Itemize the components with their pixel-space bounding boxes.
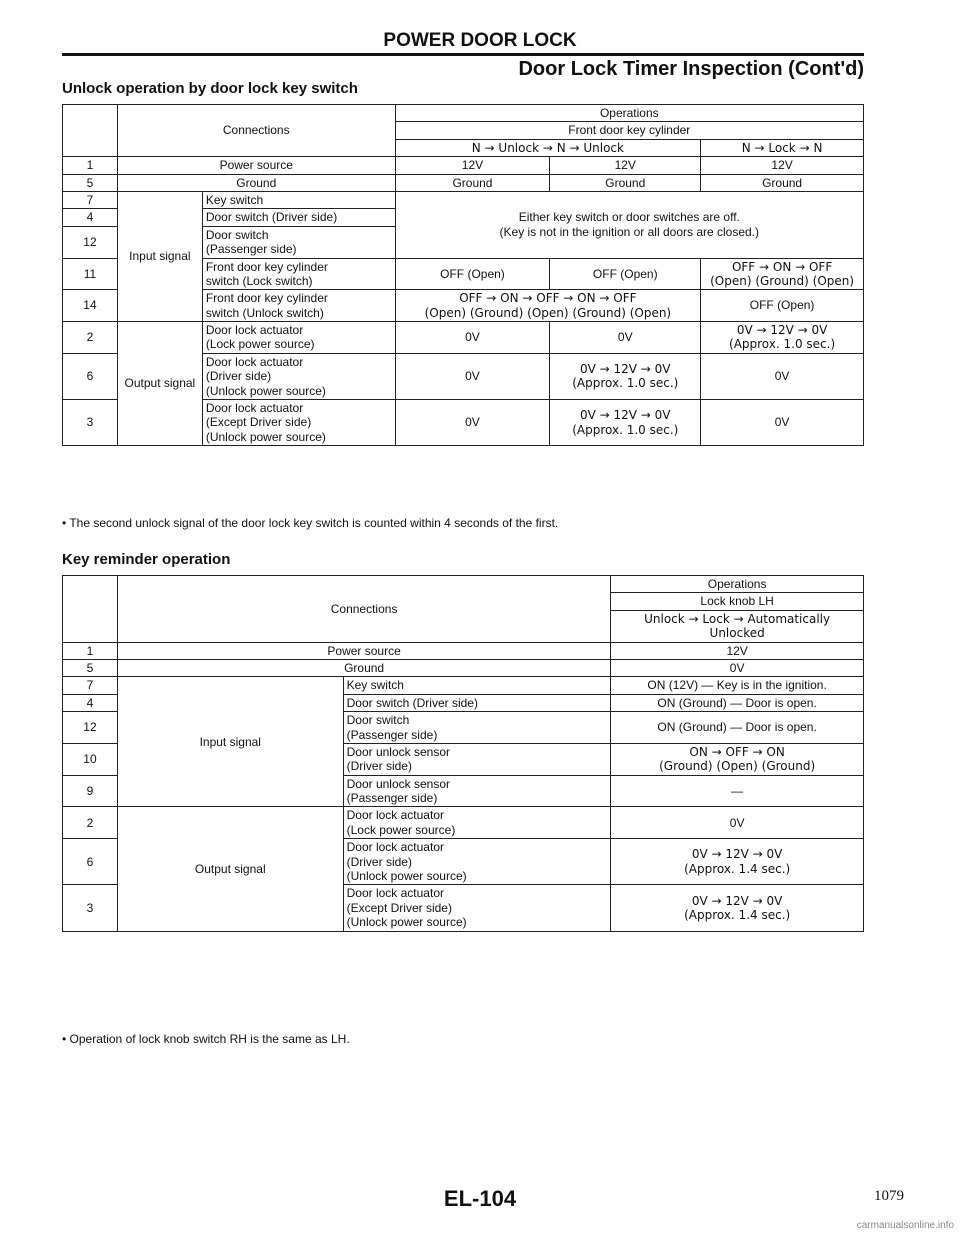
either-note-line1: Either key switch or door switches are off. <box>518 210 740 225</box>
row-number: 7 <box>63 191 118 208</box>
row-number: 3 <box>63 885 118 931</box>
row-value: — <box>611 775 864 807</box>
row-value: 0V <box>395 353 550 399</box>
table-row <box>63 157 864 174</box>
watermark: carmanualsonline.info <box>856 1220 954 1231</box>
page-number: 1079 <box>874 1188 904 1204</box>
row-value: 0V → 12V → 0V (Approx. 1.4 sec.) <box>611 839 864 885</box>
row-connection: Ground <box>117 659 610 676</box>
row-connection: Door lock actuator (Lock power source) <box>343 807 611 839</box>
row-number: 2 <box>63 322 118 354</box>
table-row <box>63 677 864 694</box>
row-number: 6 <box>63 353 118 399</box>
row-connection: Ground <box>117 174 395 191</box>
output-signal-group: Output signal <box>117 322 202 446</box>
row-connection: Key switch <box>202 191 395 208</box>
row-number: 7 <box>63 677 118 694</box>
row-value: 0V <box>611 807 864 839</box>
title-rule <box>62 53 864 56</box>
row-connection: Door switch (Driver side) <box>202 209 395 226</box>
row-number: 1 <box>63 157 118 174</box>
table-header-sequence: Unlock → Lock → Automatically Unlocked <box>611 610 864 642</box>
row-value: 0V → 12V → 0V (Approx. 1.0 sec.) <box>701 322 864 354</box>
row-number: 14 <box>63 290 118 322</box>
table-header-operations: Operations <box>611 576 864 593</box>
table-header-no <box>63 105 118 157</box>
unlock-section-title: Unlock operation by door lock key switch <box>62 80 358 97</box>
row-connection: Front door key cylinder switch (Lock switch) <box>202 258 395 290</box>
output-signal-group: Output signal <box>117 807 343 931</box>
input-signal-group: Input signal <box>117 677 343 807</box>
row-value: OFF (Open) <box>395 258 550 290</box>
row-connection: Door switch (Driver side) <box>343 694 611 711</box>
row-value: 0V <box>550 322 701 354</box>
unlock-note: • The second unlock signal of the door lock key switch is counted within 4 seconds of the first. <box>62 516 559 530</box>
table-row <box>63 807 864 839</box>
row-number: 1 <box>63 642 118 659</box>
table-row <box>63 322 864 354</box>
row-value: ON (Ground) — Door is open. <box>611 694 864 711</box>
row-connection: Door lock actuator (Driver side) (Unlock power source) <box>343 839 611 885</box>
row-value: 0V <box>395 400 550 446</box>
table-header-connections: Connections <box>117 105 395 157</box>
row-value: 0V → 12V → 0V (Approx. 1.0 sec.) <box>550 353 701 399</box>
row-value: 0V <box>611 659 864 676</box>
key-reminder-table <box>62 575 864 932</box>
row-number: 10 <box>63 743 118 775</box>
row-connection: Door lock actuator (Except Driver side) (Unlock power source) <box>202 400 395 446</box>
row-value: 0V → 12V → 0V (Approx. 1.0 sec.) <box>550 400 701 446</box>
row-value: 0V <box>395 322 550 354</box>
row-value: OFF → ON → OFF (Open) (Ground) (Open) <box>701 258 864 290</box>
table-header-front-door-key-cylinder: Front door key cylinder <box>395 122 863 139</box>
page-code: EL-104 <box>443 1186 517 1211</box>
row-connection: Door unlock sensor (Driver side) <box>343 743 611 775</box>
row-value: 12V <box>611 642 864 659</box>
row-value: 0V → 12V → 0V (Approx. 1.4 sec.) <box>611 885 864 931</box>
row-value: OFF → ON → OFF → ON → OFF (Open) (Ground) (Open) (Ground) (Open) <box>395 290 701 322</box>
table-header-connections: Connections <box>117 576 610 643</box>
row-connection: Door switch (Passenger side) <box>343 712 611 744</box>
row-connection: Door switch (Passenger side) <box>202 226 395 258</box>
page-subtitle: Door Lock Timer Inspection (Cont'd) <box>518 58 864 80</box>
row-number: 4 <box>63 694 118 711</box>
row-number: 11 <box>63 258 118 290</box>
either-note-line2: (Key is not in the ignition or all doors are closed.) <box>499 224 760 239</box>
row-connection: Key switch <box>343 677 611 694</box>
reminder-section-title: Key reminder operation <box>62 551 231 568</box>
table-row <box>63 642 864 659</box>
row-number: 5 <box>63 174 118 191</box>
row-connection: Front door key cylinder switch (Unlock switch) <box>202 290 395 322</box>
table-row <box>63 659 864 676</box>
table-header-n-unlock: N → Unlock → N → Unlock <box>395 139 701 156</box>
table-header-lock-knob: Lock knob LH <box>611 593 864 610</box>
row-number: 6 <box>63 839 118 885</box>
row-value: ON (12V) — Key is in the ignition. <box>611 677 864 694</box>
row-connection: Door lock actuator (Lock power source) <box>202 322 395 354</box>
row-connection: Door lock actuator (Except Driver side) (Unlock power source) <box>343 885 611 931</box>
reminder-note: • Operation of lock knob switch RH is the same as LH. <box>62 1032 350 1046</box>
row-number: 3 <box>63 400 118 446</box>
row-value: ON (Ground) — Door is open. <box>611 712 864 744</box>
row-number: 12 <box>63 712 118 744</box>
row-value: Ground <box>395 174 550 191</box>
row-connection: Power source <box>117 157 395 174</box>
row-number: 4 <box>63 209 118 226</box>
input-signal-group: Input signal <box>117 191 202 321</box>
table-header-operations: Operations <box>395 105 863 122</box>
row-connection: Door unlock sensor (Passenger side) <box>343 775 611 807</box>
row-number: 2 <box>63 807 118 839</box>
table-row <box>63 191 864 208</box>
row-number: 9 <box>63 775 118 807</box>
row-value: OFF (Open) <box>550 258 701 290</box>
row-value: 0V <box>701 400 864 446</box>
row-value: OFF (Open) <box>701 290 864 322</box>
row-connection: Power source <box>117 642 610 659</box>
either-switch-note <box>395 191 863 258</box>
row-number: 12 <box>63 226 118 258</box>
table-row <box>63 174 864 191</box>
page-title: POWER DOOR LOCK <box>383 30 577 51</box>
table-header-n-lock: N → Lock → N <box>701 139 864 156</box>
unlock-operation-table <box>62 104 864 446</box>
row-value: 0V <box>701 353 864 399</box>
row-number: 5 <box>63 659 118 676</box>
row-value: ON → OFF → ON (Ground) (Open) (Ground) <box>611 743 864 775</box>
row-connection: Door lock actuator (Driver side) (Unlock power source) <box>202 353 395 399</box>
row-value: 12V <box>395 157 550 174</box>
row-value: 12V <box>701 157 864 174</box>
row-value: 12V <box>550 157 701 174</box>
row-value: Ground <box>701 174 864 191</box>
table-header-no <box>63 576 118 643</box>
row-value: Ground <box>550 174 701 191</box>
